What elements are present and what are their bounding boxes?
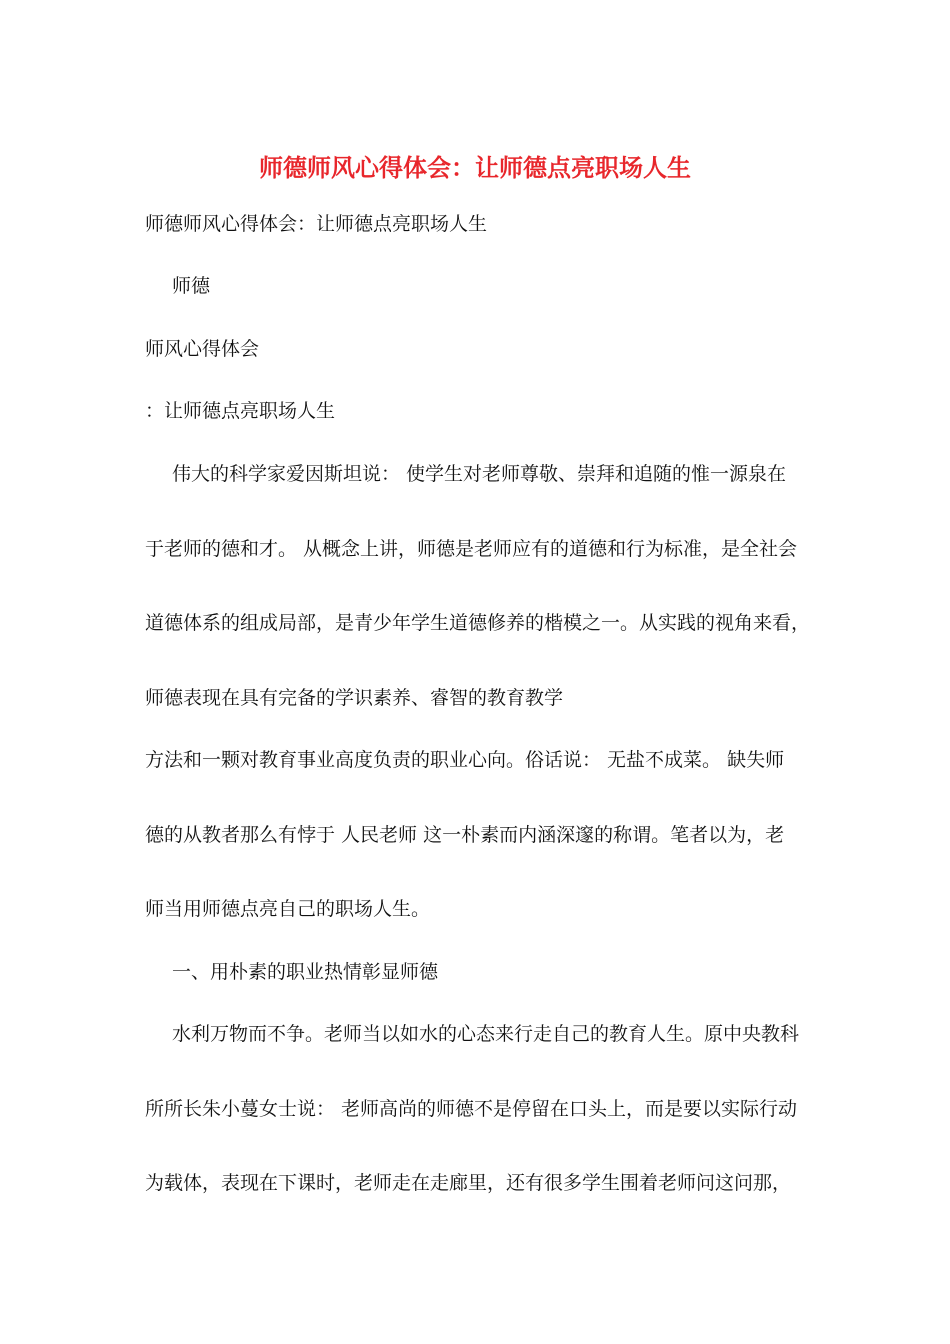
paragraph-line: 为载体，表现在下课时，老师走在走廊里，还有很多学生围着老师问这问那， — [145, 1172, 792, 1194]
text-line: 师德 — [172, 275, 211, 297]
paragraph-line: 水利万物而不争。老师当以如水的心态来行走自己的教育人生。原中央教科 — [172, 1023, 800, 1045]
paragraph-line: 道德体系的组成局部，是青少年学生道德修养的楷模之一。从实践的视角来看， — [145, 612, 811, 634]
paragraph-line: 于老师的德和才。 从概念上讲，师德是老师应有的道德和行为标准，是全社会 — [145, 538, 798, 560]
paragraph-line: 所所长朱小蔓女士说： 老师高尚的师德不是停留在口头上，而是要以实际行动 — [145, 1098, 798, 1120]
paragraph-line: 伟大的科学家爱因斯坦说： 使学生对老师尊敬、崇拜和追随的惟一源泉在 — [172, 463, 787, 485]
paragraph-line: 德的从教者那么有悖于 人民老师 这一朴素而内涵深邃的称谓。笔者以为，老 — [145, 824, 785, 846]
text-line: 师风心得体会 — [145, 338, 260, 360]
text-line: ：让师德点亮职场人生 — [145, 400, 336, 422]
paragraph-line: 师当用师德点亮自己的职场人生。 — [145, 898, 431, 920]
subtitle-line: 师德师风心得体会：让师德点亮职场人生 — [145, 213, 488, 235]
document-title: 师德师风心得体会：让师德点亮职场人生 — [259, 153, 691, 182]
section-heading: 一、用朴素的职业热情彰显师德 — [172, 961, 439, 983]
paragraph-line: 方法和一颗对教育事业高度负责的职业心向。俗话说： 无盐不成菜。 缺失师 — [145, 749, 785, 771]
paragraph-line: 师德表现在具有完备的学识素养、睿智的教育教学 — [145, 687, 564, 709]
